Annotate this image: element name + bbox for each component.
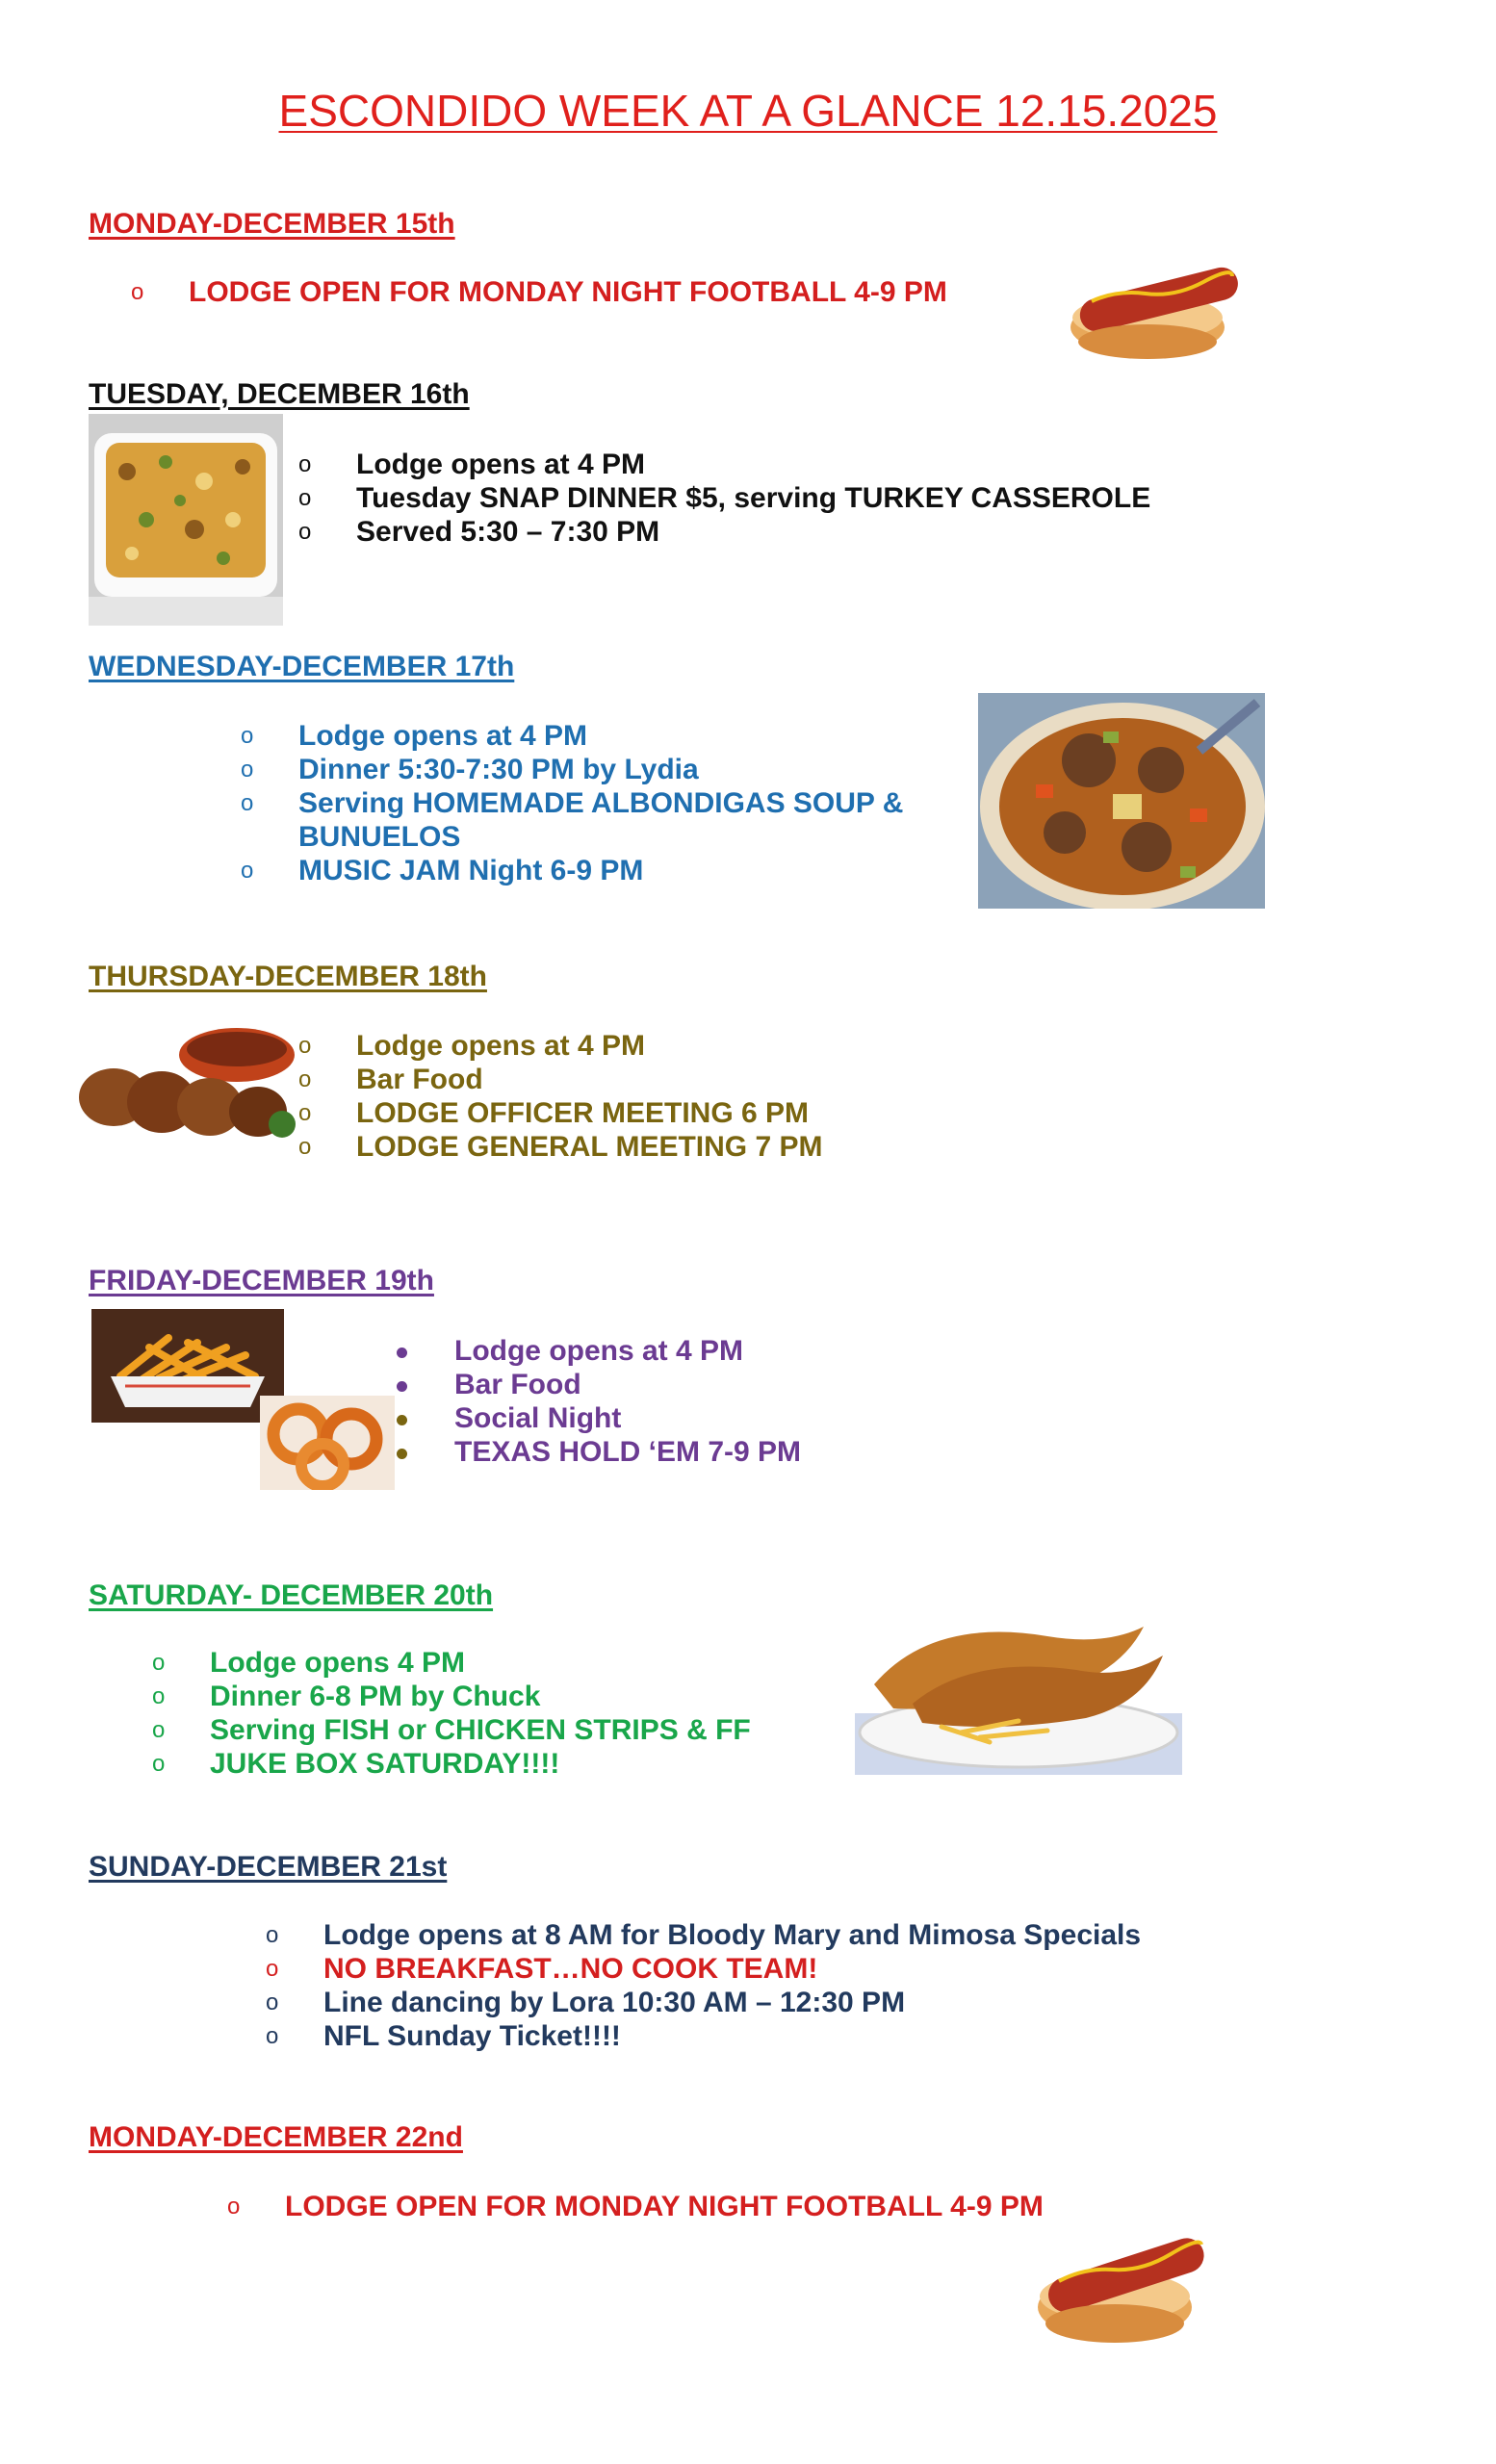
event-list xyxy=(298,1029,823,1164)
bullet-icon: o xyxy=(152,1683,166,1709)
bullet-icon: o xyxy=(298,485,312,511)
bullet-icon: o xyxy=(152,1650,166,1676)
list-item: o Dinner 6-8 PM by Chuck xyxy=(152,1681,541,1712)
list-item: o LODGE OPEN FOR MONDAY NIGHT FOOTBALL 4-9 PM xyxy=(227,2191,1044,2222)
hot-dog-icon xyxy=(1059,236,1251,366)
bullet-icon: o xyxy=(152,1717,166,1743)
bullet-icon: o xyxy=(131,279,144,305)
list-item: o Served 5:30 – 7:30 PM xyxy=(298,516,660,548)
albondigas-soup-icon xyxy=(978,693,1265,909)
list-item: o Serving FISH or CHICKEN STRIPS & FF xyxy=(152,1714,751,1746)
bullet-icon xyxy=(397,1368,407,1401)
list-item: o LODGE GENERAL MEETING 7 PM xyxy=(298,1131,823,1163)
list-item: o Bar Food xyxy=(298,1064,483,1095)
list-item: TEXAS HOLD ‘EM 7-9 PM xyxy=(397,1435,801,1469)
day-heading: WEDNESDAY-DECEMBER 17th xyxy=(89,651,515,682)
bullet-icon: o xyxy=(152,1751,166,1777)
event-list xyxy=(266,1918,1141,2053)
list-item: o Lodge opens at 8 AM for Bloody Mary and Mimosa Specials xyxy=(266,1919,1142,1951)
list-item: Lodge opens at 4 PM xyxy=(397,1334,801,1368)
bullet-icon: o xyxy=(298,519,312,545)
bullet-icon: o xyxy=(266,2023,279,2049)
bullet-icon: o xyxy=(241,858,254,884)
bullet-icon: o xyxy=(298,451,312,477)
list-item: o LODGE OPEN FOR MONDAY NIGHT FOOTBALL 4-9 PM xyxy=(131,276,947,308)
list-item: o Tuesday SNAP DINNER $5, serving TURKEY CASSEROLE xyxy=(298,482,1151,514)
fried-fish-plate-icon xyxy=(855,1598,1182,1775)
fries-icon xyxy=(91,1309,284,1423)
list-item: o MUSIC JAM Night 6-9 PM xyxy=(241,855,644,886)
list-item-alert: o NO BREAKFAST…NO COOK TEAM! xyxy=(266,1953,818,1985)
day-heading: FRIDAY-DECEMBER 19th xyxy=(89,1265,434,1296)
event-list xyxy=(227,2190,1044,2223)
bullet-icon: o xyxy=(298,1100,312,1126)
bullet-icon: o xyxy=(266,1922,279,1948)
bullet-icon: o xyxy=(241,790,254,816)
bullet-icon: o xyxy=(298,1134,312,1160)
event-list xyxy=(397,1334,801,1469)
list-item: o NFL Sunday Ticket!!!! xyxy=(266,2020,621,2052)
day-heading: THURSDAY-DECEMBER 18th xyxy=(89,961,487,992)
list-item: o Dinner 5:30-7:30 PM by Lydia xyxy=(241,754,699,785)
day-heading: SATURDAY- DECEMBER 20th xyxy=(89,1579,494,1611)
list-item: o Lodge opens at 4 PM xyxy=(241,720,588,752)
list-item: o Lodge opens at 4 PM xyxy=(298,449,646,480)
bullet-icon: o xyxy=(227,2194,241,2220)
day-heading: MONDAY-DECEMBER 22nd xyxy=(89,2121,463,2153)
bullet-icon xyxy=(397,1334,407,1368)
list-item: o Serving HOMEMADE ALBONDIGAS SOUP & BUNUELOS xyxy=(241,787,904,853)
list-item: o JUKE BOX SATURDAY!!!! xyxy=(152,1748,560,1780)
list-item: Bar Food xyxy=(397,1368,801,1401)
list-item: o LODGE OFFICER MEETING 6 PM xyxy=(298,1097,810,1129)
bullet-icon: o xyxy=(298,1033,312,1059)
bullet-icon: o xyxy=(266,1989,279,2015)
bullet-icon: o xyxy=(298,1066,312,1092)
day-heading: MONDAY-DECEMBER 15th xyxy=(89,208,455,240)
bullet-icon xyxy=(397,1435,407,1469)
event-list xyxy=(152,1646,751,1781)
onion-rings-icon xyxy=(260,1396,395,1490)
bullet-icon: o xyxy=(266,1956,279,1982)
list-item: o Lodge opens 4 PM xyxy=(152,1647,466,1679)
list-item: o Line dancing by Lora 10:30 AM – 12:30 PM xyxy=(266,1987,906,2018)
list-item: Social Night xyxy=(397,1401,801,1435)
day-heading: SUNDAY-DECEMBER 21st xyxy=(89,1851,448,1883)
bullet-icon: o xyxy=(241,723,254,749)
bullet-icon xyxy=(397,1401,407,1435)
bullet-icon: o xyxy=(241,757,254,783)
day-heading: TUESDAY, DECEMBER 16th xyxy=(89,378,470,410)
turkey-casserole-icon xyxy=(89,414,283,626)
page-title: ESCONDIDO WEEK AT A GLANCE 12.15.2025 xyxy=(278,86,1218,136)
event-list xyxy=(241,719,934,887)
hot-dog-icon xyxy=(1026,2206,1219,2350)
chicken-wings-icon xyxy=(75,1020,302,1145)
event-list xyxy=(298,448,1150,549)
list-item: o Lodge opens at 4 PM xyxy=(298,1030,646,1062)
event-list xyxy=(131,275,947,309)
